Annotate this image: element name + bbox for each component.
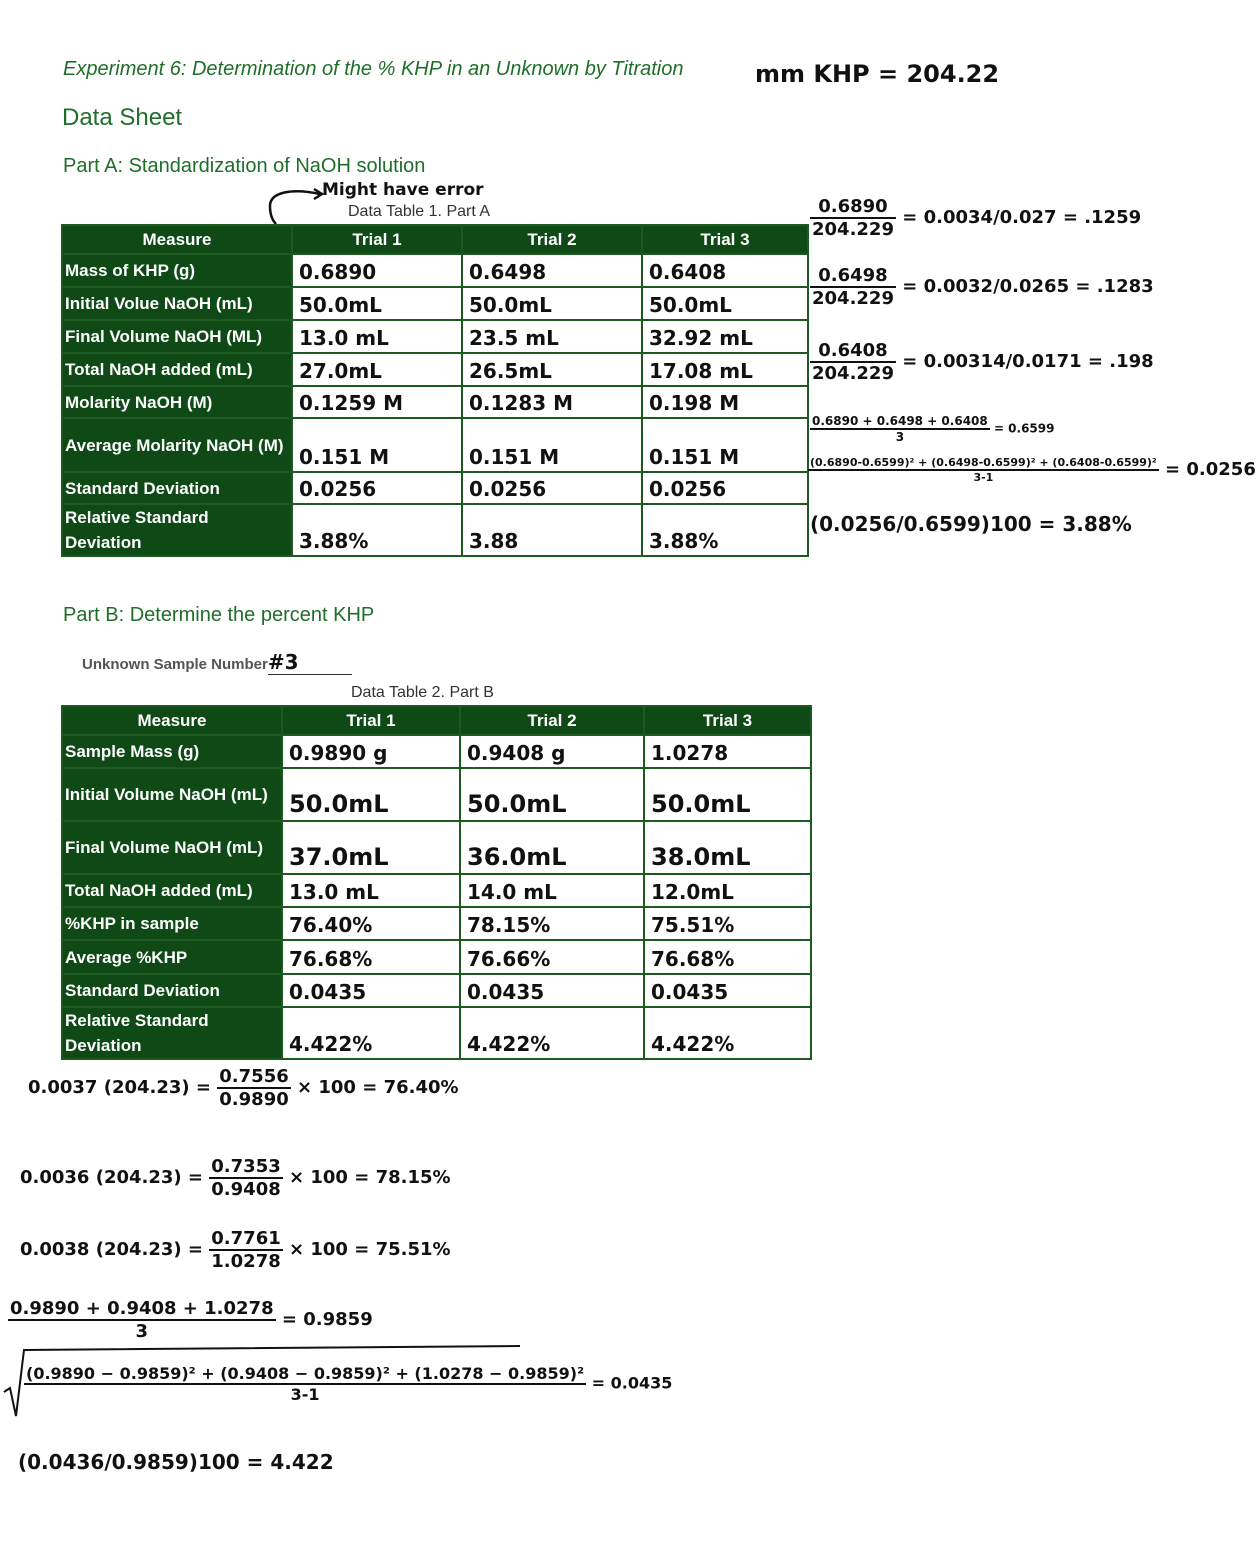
calc-result: × 100 = 76.40% [297, 1077, 459, 1098]
calc-denominator: 0.9890 [219, 1089, 289, 1110]
cell-value: 76.40% [282, 907, 460, 940]
cell-value: 50.0mL [642, 287, 808, 320]
cell-value: 0.0256 [462, 472, 642, 504]
cell-value: 0.1283 M [462, 386, 642, 418]
calc-numerator: 0.6408 [810, 340, 896, 363]
calc-a-average [810, 414, 1054, 444]
row-label: Average Molarity NaOH (M) [62, 418, 292, 472]
calc-numerator: (0.6890-0.6599)² + (0.6498-0.6599)² + (0.6408-0.6599)² [810, 456, 1157, 469]
error-arrow [262, 186, 324, 226]
col-header-trial-3: Trial 3 [642, 225, 808, 254]
cell-value: 76.66% [460, 940, 644, 974]
cell-value: 38.0mL [644, 821, 811, 874]
row-label: Relative Standard Deviation [62, 504, 292, 556]
cell-value: 0.9890 g [282, 735, 460, 768]
calc-numerator: 0.7556 [219, 1066, 289, 1087]
row-label: Initial Volue NaOH (mL) [62, 287, 292, 320]
error-note: Might have error [322, 180, 484, 200]
calc-denominator: 3-1 [973, 471, 994, 484]
row-label: Mass of KHP (g) [62, 254, 292, 287]
cell-value: 3.88% [292, 504, 462, 556]
calc-result: = 0.0256 [1165, 459, 1256, 480]
molar-mass-note: mm KHP = 204.22 [755, 60, 1000, 88]
col-header-trial-1: Trial 1 [292, 225, 462, 254]
data-table-1 [61, 224, 809, 557]
cell-value: 36.0mL [460, 821, 644, 874]
calc-denominator: 3 [135, 1321, 149, 1342]
table-header-row [62, 225, 808, 254]
data-sheet-heading: Data Sheet [62, 104, 183, 131]
cell-value: 3.88% [642, 504, 808, 556]
calc-denominator: 1.0278 [211, 1251, 281, 1272]
row-label: Average %KHP [62, 940, 282, 974]
table-row [62, 287, 808, 320]
cell-value: 50.0mL [460, 768, 644, 821]
calc-a-trial-1 [810, 196, 1141, 240]
cell-value: 23.5 mL [462, 320, 642, 353]
unknown-sample-label: Unknown Sample Number [82, 656, 268, 673]
cell-value: 0.0435 [460, 974, 644, 1007]
cell-value: 37.0mL [282, 821, 460, 874]
table-header-row [62, 706, 811, 735]
cell-value: 0.151 M [292, 418, 462, 472]
table-row [62, 940, 811, 974]
cell-value: 0.0435 [644, 974, 811, 1007]
cell-value: 0.151 M [462, 418, 642, 472]
cell-value: 0.6498 [462, 254, 642, 287]
cell-value: 3.88 [462, 504, 642, 556]
calc-prefix: 0.0036 (204.23) = [20, 1167, 203, 1188]
calc-result: × 100 = 78.15% [289, 1167, 451, 1188]
table-row [62, 821, 811, 874]
cell-value: 0.0435 [282, 974, 460, 1007]
calc-denominator: 3 [895, 430, 905, 444]
table-row [62, 874, 811, 907]
cell-value: 1.0278 [644, 735, 811, 768]
calc-b-rsd: (0.0436/0.9859)100 = 4.422 [18, 1450, 334, 1474]
row-label: Relative Standard Deviation [62, 1007, 282, 1059]
cell-value: 13.0 mL [292, 320, 462, 353]
row-label: Final Volume NaOH (ML) [62, 320, 292, 353]
col-header-trial-3: Trial 3 [644, 706, 811, 735]
row-label: %KHP in sample [62, 907, 282, 940]
cell-value: 32.92 mL [642, 320, 808, 353]
table2-caption: Data Table 2. Part B [351, 684, 494, 701]
calc-result: = 0.0435 [591, 1373, 673, 1393]
col-header-measure: Measure [62, 706, 282, 735]
table-row [62, 320, 808, 353]
table-row [62, 907, 811, 940]
cell-value: 12.0mL [644, 874, 811, 907]
calc-numerator: 0.6890 + 0.6498 + 0.6408 [812, 414, 988, 428]
cell-value: 17.08 mL [642, 353, 808, 386]
col-header-trial-1: Trial 1 [282, 706, 460, 735]
calc-numerator: 0.7761 [211, 1228, 281, 1249]
row-label: Standard Deviation [62, 472, 292, 504]
cell-value: 50.0mL [462, 287, 642, 320]
calc-b-trial-2 [20, 1156, 451, 1200]
cell-value: 0.9408 g [460, 735, 644, 768]
calc-b-std-dev [24, 1364, 672, 1404]
calc-denominator: 204.229 [812, 219, 894, 240]
calc-numerator: 0.6498 [810, 265, 896, 288]
cell-value: 27.0mL [292, 353, 462, 386]
cell-value: 4.422% [644, 1007, 811, 1059]
table-row [62, 254, 808, 287]
calc-numerator: 0.6890 [810, 196, 896, 219]
calc-denominator: 3-1 [290, 1385, 320, 1404]
cell-value: 0.6890 [292, 254, 462, 287]
row-label: Standard Deviation [62, 974, 282, 1007]
calc-denominator: 204.229 [812, 288, 894, 309]
cell-value: 0.0256 [642, 472, 808, 504]
row-label: Sample Mass (g) [62, 735, 282, 768]
row-label: Total NaOH added (mL) [62, 874, 282, 907]
table-row [62, 418, 808, 472]
calc-b-average [8, 1298, 373, 1342]
table1-caption: Data Table 1. Part A [348, 203, 491, 220]
cell-value: 0.1259 M [292, 386, 462, 418]
cell-value: 50.0mL [644, 768, 811, 821]
document-title: Experiment 6: Determination of the % KHP in an Unknown by Titration [63, 58, 684, 80]
col-header-measure: Measure [62, 225, 292, 254]
cell-value: 76.68% [644, 940, 811, 974]
calc-result: = 0.0032/0.0265 = .1283 [902, 276, 1154, 297]
cell-value: 0.151 M [642, 418, 808, 472]
cell-value: 50.0mL [292, 287, 462, 320]
calc-result: = 0.00314/0.0171 = .198 [902, 351, 1154, 372]
cell-value: 0.0256 [292, 472, 462, 504]
cell-value: 14.0 mL [460, 874, 644, 907]
table-row [62, 353, 808, 386]
table-row [62, 974, 811, 1007]
row-label: Final Volume NaOH (mL) [62, 821, 282, 874]
calc-prefix: 0.0038 (204.23) = [20, 1239, 203, 1260]
calc-b-trial-3 [20, 1228, 451, 1272]
calc-numerator: (0.9890 − 0.9859)² + (0.9408 − 0.9859)² + (1.0278 − 0.9859)² [26, 1364, 585, 1383]
cell-value: 0.198 M [642, 386, 808, 418]
data-table-2 [61, 705, 812, 1060]
cell-value: 4.422% [460, 1007, 644, 1059]
table-row [62, 735, 811, 768]
cell-value: 50.0mL [282, 768, 460, 821]
table-row [62, 472, 808, 504]
cell-value: 4.422% [282, 1007, 460, 1059]
unknown-sample-line [82, 650, 352, 675]
col-header-trial-2: Trial 2 [460, 706, 644, 735]
table-row [62, 768, 811, 821]
cell-value: 0.6408 [642, 254, 808, 287]
unknown-sample-value: #3 [268, 650, 352, 675]
table-row [62, 1007, 811, 1059]
row-label: Molarity NaOH (M) [62, 386, 292, 418]
row-label: Initial Volume NaOH (mL) [62, 768, 282, 821]
cell-value: 26.5mL [462, 353, 642, 386]
cell-value: 13.0 mL [282, 874, 460, 907]
row-label: Total NaOH added (mL) [62, 353, 292, 386]
calc-result: = 0.6599 [993, 421, 1055, 436]
calc-denominator: 0.9408 [211, 1179, 281, 1200]
cell-value: 78.15% [460, 907, 644, 940]
calc-result: × 100 = 75.51% [289, 1239, 451, 1260]
calc-denominator: 204.229 [812, 363, 894, 384]
table-row [62, 386, 808, 418]
calc-a-rsd: (0.0256/0.6599)100 = 3.88% [810, 512, 1132, 536]
calc-prefix: 0.0037 (204.23) = [28, 1077, 211, 1098]
cell-value: 76.68% [282, 940, 460, 974]
table-row [62, 504, 808, 556]
part-a-heading: Part A: Standardization of NaOH solution [63, 155, 426, 177]
col-header-trial-2: Trial 2 [462, 225, 642, 254]
calc-b-trial-1 [28, 1066, 459, 1110]
calc-result: = 0.0034/0.027 = .1259 [902, 207, 1142, 228]
calc-numerator: 0.9890 + 0.9408 + 1.0278 [10, 1298, 274, 1319]
calc-numerator: 0.7353 [211, 1156, 281, 1177]
calc-result: = 0.9859 [281, 1309, 373, 1330]
calc-a-std-dev [808, 456, 1256, 484]
part-b-heading: Part B: Determine the percent KHP [63, 604, 375, 626]
cell-value: 75.51% [644, 907, 811, 940]
calc-a-trial-3 [810, 340, 1154, 384]
calc-a-trial-2 [810, 265, 1154, 309]
